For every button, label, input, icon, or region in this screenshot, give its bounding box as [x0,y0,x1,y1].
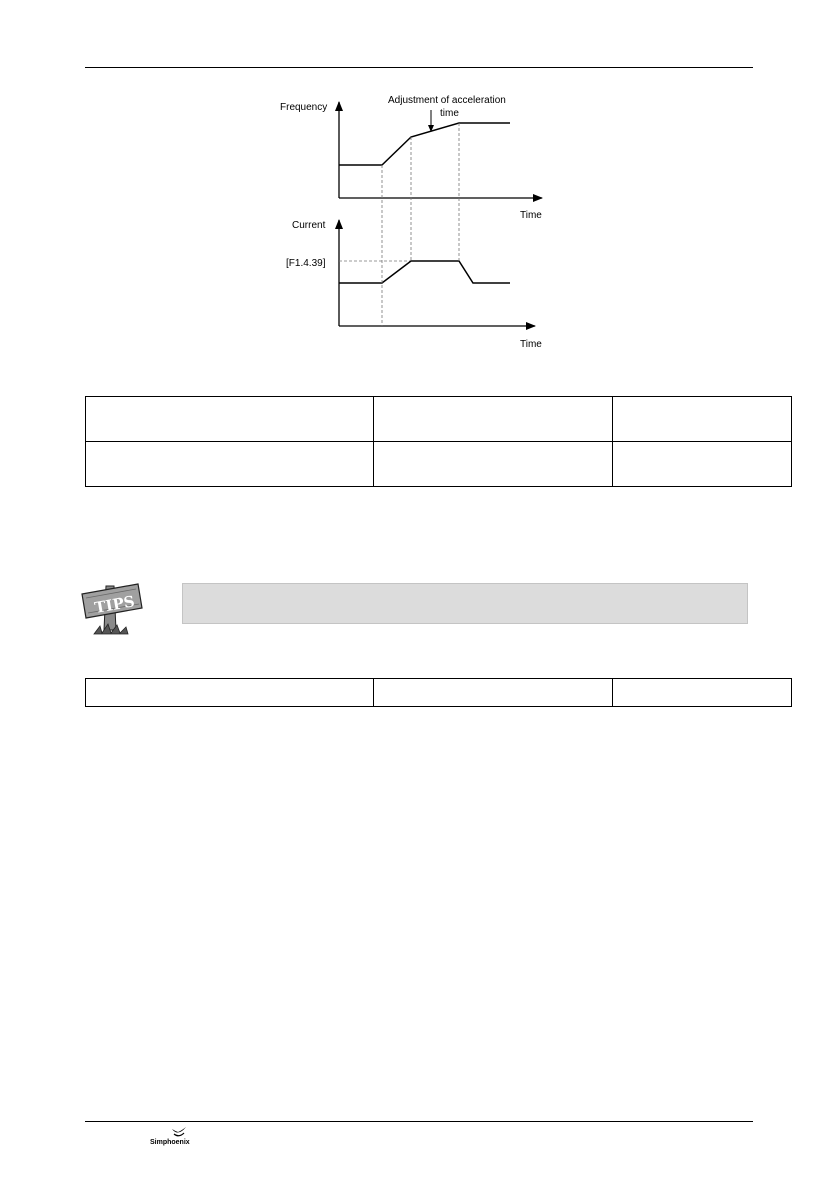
frequency-curve [339,123,510,165]
logo-wordmark: Simphoenix [150,1139,190,1146]
table-cell [374,679,613,707]
table-cell [374,397,613,442]
table-cell [613,397,792,442]
table-cell [374,442,613,487]
frequency-current-diagram [260,90,560,355]
tips-badge-text: TIPS [93,592,137,617]
logo-bird-icon [150,1125,206,1139]
frequency-axis-label: Frequency [280,102,328,113]
annotation-line-1: Adjustment of acceleration [388,95,506,106]
threshold-label: [F1.4.39] [286,258,326,269]
parameter-table-2 [85,678,792,707]
parameter-table [85,396,792,487]
tips-note-box [182,583,748,624]
table-row [86,679,792,707]
company-logo [150,1125,206,1151]
annotation-line-2: time [440,108,459,119]
current-curve [339,261,510,283]
table-cell [86,442,374,487]
time-axis-label-top: Time [520,210,542,221]
tips-sign-icon [78,572,146,636]
table-row [86,442,792,487]
table-row [86,397,792,442]
footer-rule [85,1121,753,1122]
table-cell [86,679,374,707]
current-axis-label: Current [292,220,326,231]
table-cell [86,397,374,442]
time-axis-label-bottom: Time [520,339,542,350]
table-cell [613,679,792,707]
table-cell [613,442,792,487]
header-rule [85,67,753,68]
